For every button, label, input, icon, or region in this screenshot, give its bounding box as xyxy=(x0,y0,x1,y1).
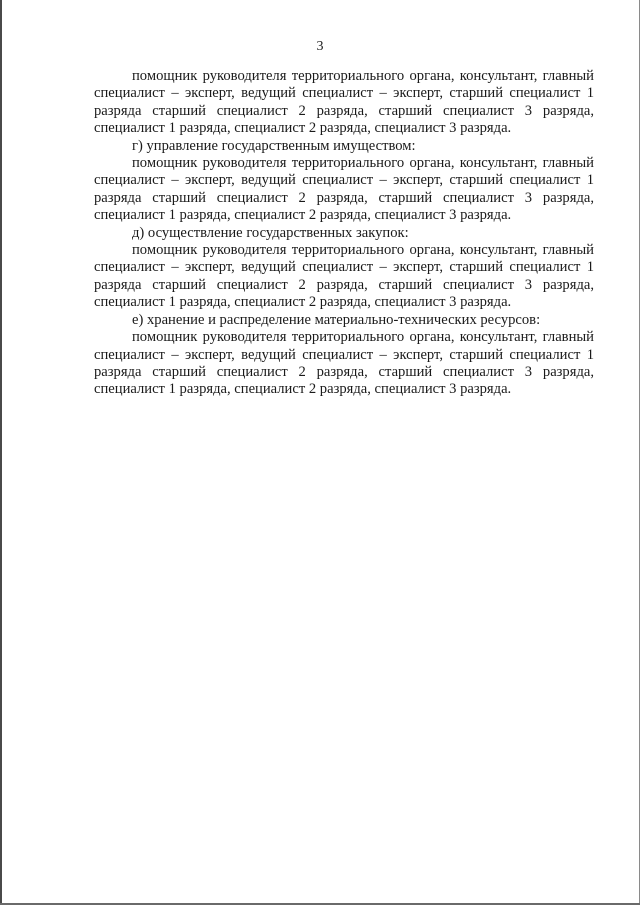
paragraph-position-list: помощник руководителя территориального органа, консультант, главный специалист – эксперт, ведущий специалист – эксперт, старший специалист 1 разряда старший специалист 2 разряда, старший специалист 3 разряда, специалист 1 разряда, специалист 2 разряда, специалист 3 разряда. xyxy=(94,155,594,224)
scan-edge-left xyxy=(0,0,2,905)
document-body xyxy=(94,68,594,399)
page-number: 3 xyxy=(316,39,324,54)
paragraph-position-list: помощник руководителя территориального органа, консультант, главный специалист – эксперт, ведущий специалист – эксперт, старший специалист 1 разряда старший специалист 2 разряда, старший специалист 3 разряда, специалист 1 разряда, специалист 2 разряда, специалист 3 разряда. xyxy=(94,329,594,398)
paragraph-position-list: помощник руководителя территориального органа, консультант, главный специалист – эксперт, ведущий специалист – эксперт, старший специалист 1 разряда старший специалист 2 разряда, старший специалист 3 разряда, специалист 1 разряда, специалист 2 разряда, специалист 3 разряда. xyxy=(94,242,594,311)
section-heading-e: е) хранение и распределение материально-технических ресурсов: xyxy=(132,311,541,328)
section-heading-g: г) управление государственным имуществом: xyxy=(132,137,416,154)
section-heading-d: д) осуществление государственных закупок: xyxy=(132,224,409,241)
paragraph-position-list: помощник руководителя территориального органа, консультант, главный специалист – эксперт, ведущий специалист – эксперт, старший специалист 1 разряда старший специалист 2 разряда, старший специалист 3 разряда, специалист 1 разряда, специалист 2 разряда, специалист 3 разряда. xyxy=(94,68,594,137)
